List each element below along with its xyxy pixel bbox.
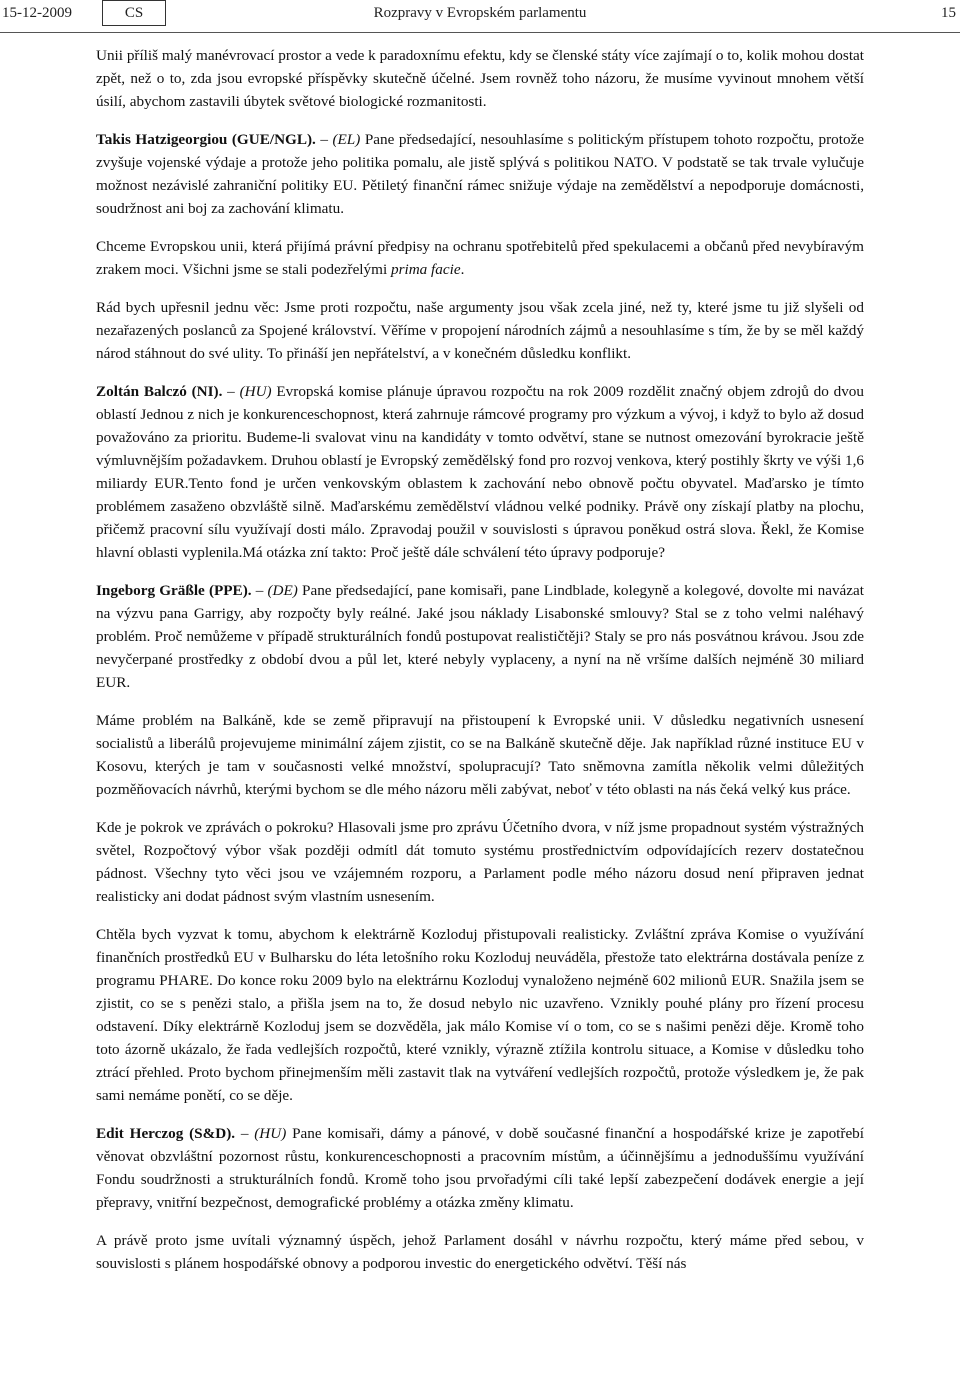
paragraph: Unii příliš malý manévrovací prostor a vede k paradoxnímu efektu, kdy se členské státy více zajímají o to, kolik mohou dostat zpět, než o to, zda jsou evropské příspěvky skutečně účelné. Jsem rovněž toho názoru, že musíme vyvinout mnohem větší úsilí, abychom zastavili úbytek světové biologické rozmanitosti. [96,47,864,110]
header-date: 15-12-2009 [2,5,72,21]
header-divider [0,32,960,33]
speaker-name: Zoltán Balczó (NI). [96,383,223,400]
speech-text: Pane předsedající, pane komisaři, pane Lindblade, kolegyně a kolegové, dovolte mi navázat na výzvu pana Garrigy, aby rozpočty byly reálné. Jaké jsou náklady Lisabonské smlouvy? Stal se z toho velmi naléhavý problém. Proč nemůžeme v případě strukturálních fondů postupovat realističtěji? Staly se pro nás posvátnou krávou. Jsou zde nevyčerpané prostředky z období dvou a půl let, které nebyly vyplaceny, a nyní na ně vršíme dalších nejméně 30 miliard EUR. [96,582,864,691]
page-number: 15 [941,5,956,21]
paragraph-end: . [460,261,465,278]
italic-phrase: prima facie [390,261,461,278]
dash: – [222,383,240,400]
speaker-name: Takis Hatzigeorgiou (GUE/NGL). [96,131,316,148]
header-title: Rozpravy v Evropském parlamentu [373,5,587,21]
language-code: (HU) [254,1125,287,1142]
speech-paragraph [96,128,864,220]
language-code: (EL) [332,131,361,148]
paragraph: Chtěla bych vyzvat k tomu, abychom k elektrárně Kozloduj přistupovali realisticky. Zvláštní zpráva Komise o využívání finančních prostředků EU v Bulharsku do léta letošního roku Kozloduj neuváděla, přestože tato elektrárna dostávala peníze z programu PHARE. Do konce roku 2009 bylo na elektrárnu Kozloduj vynaloženo nejméně 602 milionů EUR. Snažila jsem se zjistit, co se s penězi stalo, a přišla jsem na to, že dosud nebylo nic uzavřeno. Vznikly pouhé plány pro řízení procesu odstavení. Díky elektrárně Kozloduj jsem se dozvěděla, jak málo Komise ví o tom, co se s našimi penězi děje. Kromě toho toto ázorně ukázalo, že řada vedlejších rozpočtů, které vznikly, výrazně ztížila kontrolu situace, a Komise v důsledku toho ztrácí přehled. Proto bychom přinejmenším měli zastavit tlak na vytváření vedlejších rozpočtů, protože výsledkem je, že pak sami nemáme ponětí, co se děje. [96,926,864,1104]
paragraph: Kde je pokrok ve zprávách o pokroku? Hlasovali jsme pro zprávu Účetního dvora, v níž jsme propadnout systém výstražných světel, Rozpočtový výbor však později odmítl dát tomuto systému prostřednictvím odpovídajících rezerv dostatečnou pádnost. Všechny tyto věci jsou ve vzájemném rozporu, a Parlament podle mého názoru dosud není připraven jednat realisticky ani dodat pádnost svým vlastním usnesením. [96,819,864,905]
speech-paragraph [96,380,864,564]
paragraph-text: Chceme Evropskou unii, která přijímá právní předpisy na ochranu spotřebitelů před spekulacemi a občanů před nevybíravým zrakem moci. Všichni jsme se stali podezřelými [96,238,864,278]
language-box: CS [102,0,166,26]
dash: – [315,131,333,148]
page-header [0,0,960,28]
speech-text: Evropská komise plánuje úpravou rozpočtu na rok 2009 rozdělit značný objem zdrojů do dvou oblastí Jednou z nich je konkurenceschopnost, která zahrnuje rámcové programy pro výzkum a vývoj, i když to bylo až dosud považováno za prioritu. Budeme-li svalovat vinu na kandidáty v tomto odvětví, stane se nutnost omezování byrokracie ještě výmluvnějším požadavkem. Druhou oblastí je Evropský zemědělský fond pro rozvoj venkova, který postihly škrty ve výši 1,6 miliardy EUR.Tento fond je určen venkovským oblastem k zachování nebo obnově počtu obyvatel. Maďarsko je tímto problémem zasaženo obzvláště silně. Maďarskému zemědělství vládnou velké podniky. Právě ony získají platby na plochu, přičemž pracovní sílu využívají dosti málo. Zpravodaj použil v souvislosti s úpravou poněkud ostrá slova. Řekl, že Komise hlavní oblasti vyplenila.Má otázka zní takto: Proč ještě dále schválení této úpravy podporuje? [96,383,864,561]
speech-paragraph [96,1122,864,1214]
language-code: (HU) [239,383,272,400]
paragraph: Máme problém na Balkáně, kde se země připravují na přistoupení k Evropské unii. V důsledku negativních usnesení socialistů a liberálů projevujeme minimální zájem zjistit, co se na Balkáně skutečně děje. Jak například různé instituce EU v Kosovu, kterých je tam v současnosti velké množství, spolupracují? Tato sněmovna zamítla několik velmi důležitých pozměňovacích návrhů, kterými bychom se dle mého názoru měli zabývat, neboť v této oblasti na nás čeká velký kus práce. [96,712,864,798]
speaker-name: Edit Herczog (S&D). [96,1125,236,1142]
speech-text: Pane komisaři, dámy a pánové, v době současné finanční a hospodářské krize je zapotřebí věnovat obzvláštní pozornost růstu, konkurenceschopnosti a pracovním místům, a účinnějšímu a jednoduššímu využívání Fondu soudržnosti a strukturálních fondů. Kromě toho jsou prvořadými cíli také lepší zabezpečení dodávek energie a její přepravy, vnitřní bezpečnost, demografické problémy a otázka změny klimatu. [96,1125,864,1211]
dash: – [251,582,268,599]
language-code: (DE) [267,582,298,599]
speech-paragraph [96,579,864,694]
speaker-name: Ingeborg Gräßle (PPE). [96,582,252,599]
paragraph [96,235,864,281]
paragraph: A právě proto jsme uvítali významný úspěch, jehož Parlament dosáhl v návrhu rozpočtu, který máme před sebou, v souvislosti s plánem hospodářské obnovy a podporou investic do energetického odvětví. Těší nás [96,1232,864,1272]
dash: – [235,1125,255,1142]
paragraph: Rád bych upřesnil jednu věc: Jsme proti rozpočtu, naše argumenty jsou však zcela jiné, než ty, které jsme tu již slyšeli od nezařazených poslanců za Spojené království. Věříme v propojení národních zájmů a nesouhlasíme s tím, že by se měl každý národ stáhnout do své ulity. To přináší jen nepřátelství, a v konečném důsledku konflikt. [96,299,864,362]
speech-text: Pane předsedající, nesouhlasíme s politickým přístupem tohoto rozpočtu, protože zvyšuje vojenské výdaje a protože jeho politika pomalu, ale jistě splývá s politikou NATO. V podstatě se tak trvale vylučuje možnost nezávislé zahraniční politiky EU. Pětiletý finanční rámec snižuje výdaje na zemědělství a nepodporuje domácnosti, soudržnost ani boj za zachování klimatu. [96,131,865,217]
page-body [96,44,864,1290]
